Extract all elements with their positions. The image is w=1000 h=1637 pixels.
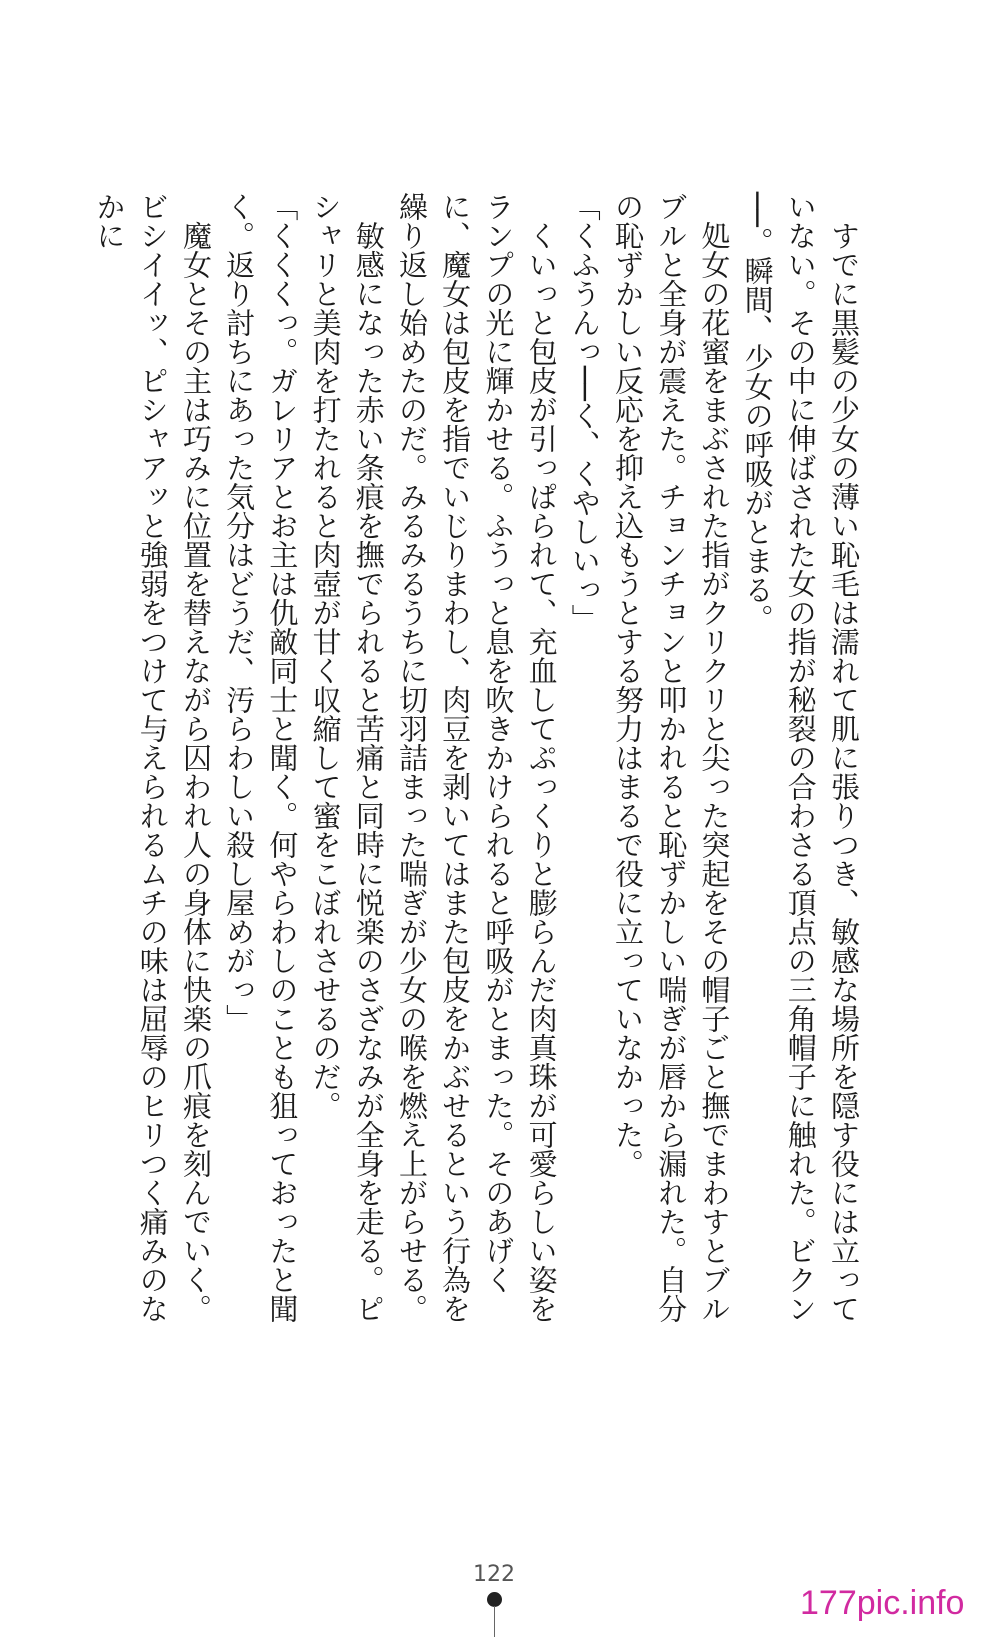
- page-marker-line: [494, 1606, 495, 1637]
- paragraph: 魔女とその主は巧みに位置を替えながら囚われ人の身体に快楽の爪痕を刻んでいく。ビシイイッ、ピシャアッと強弱をつけて与えられるムチの味は屈辱のヒリつく痛みのなかに: [92, 192, 213, 1323]
- paragraph: すでに黒髪の少女の薄い恥毛は濡れて肌に張りつき、敏感な場所を隠す役には立っていない。その中に伸ばされた女の指が秘裂の合わさる頂点の三角帽子に触れた。ビクン──。瞬間、少女の呼吸がとまる。: [740, 192, 861, 1323]
- page-number: 122: [473, 1562, 515, 1587]
- watermark: 177pic.info: [800, 1584, 965, 1622]
- paragraph: くいっと包皮が引っぱられて、充血してぷっくりと膨らんだ肉真珠が可愛らしい姿をランプの光に輝かせる。ふうっと息を吹きかけられると呼吸がとまった。そのあげくに、魔女は包皮を指でいじりまわし、肉豆を剥いてはまた包皮をかぶせるという行為を繰り返し始めたのだ。みるみるうちに切羽詰まった喘ぎが少女の喉を燃え上がらせる。: [394, 192, 559, 1323]
- paragraph: 「くくくっ。ガレリアとお主は仇敵同士と聞く。何やらわしのことも狙っておったと聞く。返り討ちにあった気分はどうだ、汚らわしい殺し屋めがっ」: [222, 192, 300, 1323]
- paragraph: 「くふうんっ──く、くやしいっ」: [567, 192, 602, 633]
- paragraph: 処女の花蜜をまぶされた指がクリクリと尖った突起をその帽子ごと撫でまわすとブルブルと全身が震えた。チョンチョンと叩かれると恥ずかしい喘ぎが唇から漏れた。自分の恥ずかしい反応を抑え込もうとする努力はまるで役に立っていなかった。: [610, 192, 732, 1323]
- page-marker-dot-icon: [487, 1592, 502, 1607]
- page-body-text: [92, 192, 865, 1342]
- paragraph: 敏感になった赤い条痕を撫でられると苦痛と同時に悦楽のさざなみが全身を走る。ピシャリと美肉を打たれると肉壺が甘く収縮して蜜をこぼれさせるのだ。: [308, 192, 386, 1323]
